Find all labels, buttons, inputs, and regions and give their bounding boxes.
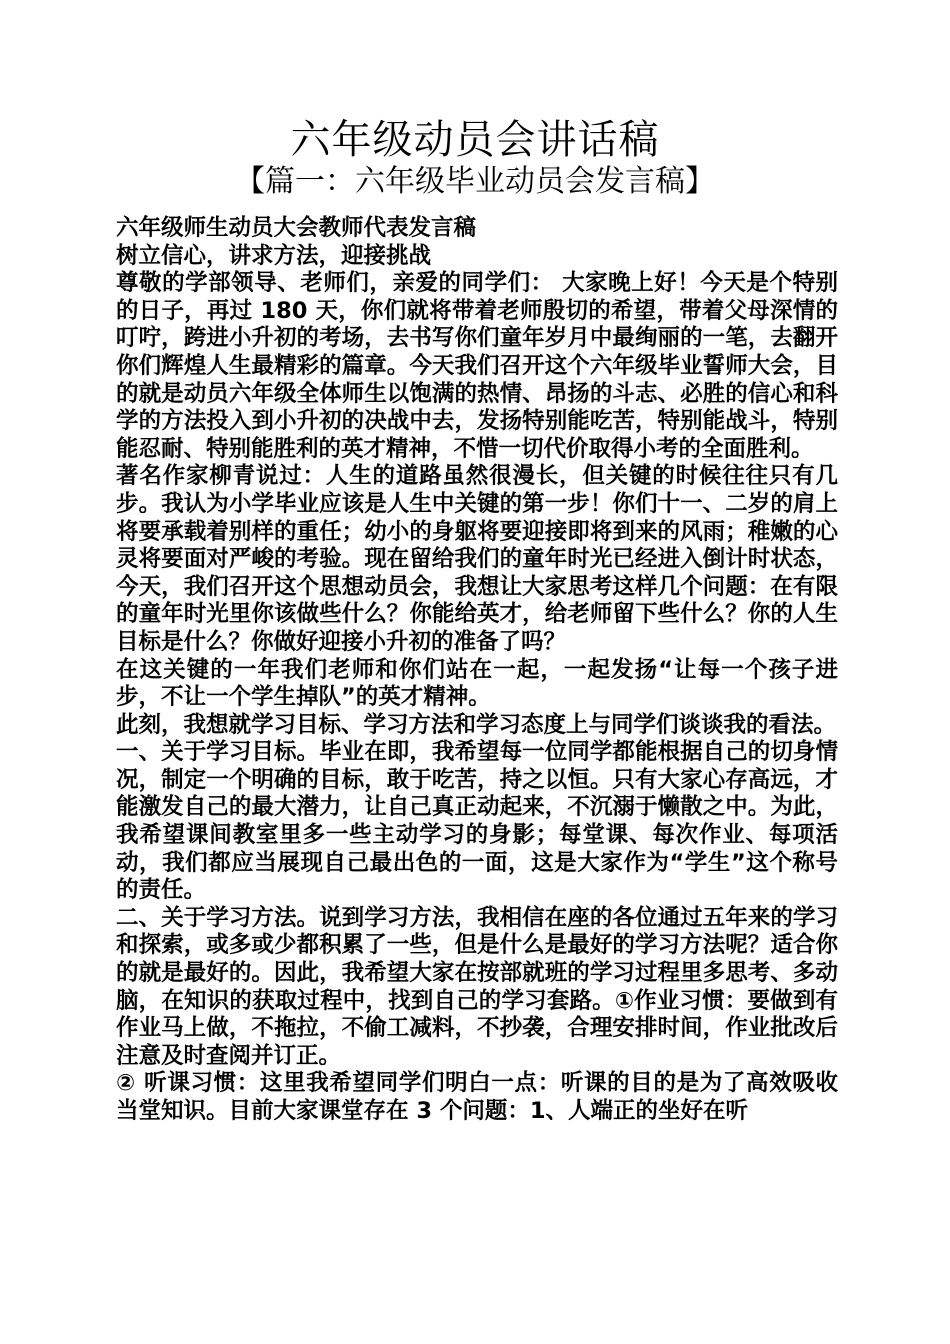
- paragraph: ② 听课习惯：这里我希望同学们明白一点：听课的目的是为了高效吸收当堂知识。目前大家课堂存在 3 个问题：1、人端正的坐好在听: [116, 1070, 838, 1124]
- paragraph: 二、关于学习方法。说到学习方法，我相信在座的各位通过五年来的学习和探索，或多或少都积累了一些，但是什么是最好的学习方法呢？适合你的就是最好的。因此，我希望大家在按部就班的学习过程里多思考、多动脑，在知识的获取过程中，找到自己的学习套路。①作业习惯：要做到有作业马上做，不拖拉，不偷工减料，不抄袭，合理安排时间，作业批改后注意及时查阅并订正。: [116, 904, 838, 1069]
- paragraph: 在这关键的一年我们老师和你们站在一起，一起发扬“让每一个孩子进步，不让一个学生掉队”的英才精神。: [116, 656, 838, 711]
- document-subtitle: 【篇一：六年级毕业动员会发言稿】: [235, 164, 715, 199]
- paragraph: 一、关于学习目标。毕业在即，我希望每一位同学都能根据自己的切身情况，制定一个明确的目标，敢于吃苦，持之以恒。只有大家心存高远，才能激发自己的最大潜力，让自己真正动起来，不沉溺于懒散之中。为此，我希望课间教室里多一些主动学习的身影；每堂课、每次作业、每项活动，我们都应当展现自己最出色的一面，这是大家作为“学生”这个称号的责任。: [116, 739, 838, 904]
- document-body: [116, 215, 838, 1126]
- paragraph: 著名作家柳青说过：人生的道路虽然很漫长，但关键的时候往往只有几步。我认为小学毕业应该是人生中关键的第一步！你们十一、二岁的肩上将要承载着别样的重任；幼小的身躯将要迎接即将到来的风雨；稚嫩的心灵将要面对严峻的考验。现在留给我们的童年时光已经进入倒计时状态，今天，我们召开这个思想动员会，我想让大家思考这样几个问题：在有限的童年时光里你该做些什么？你能给英才，给老师留下些什么？你的人生目标是什么？你做好迎接小升初的准备了吗？: [116, 463, 838, 655]
- paragraph: 此刻，我想就学习目标、学习方法和学习态度上与同学们谈谈我的看法。: [116, 711, 837, 738]
- paragraph: 尊敬的学部领导、老师们，亲爱的同学们： 大家晚上好！今天是个特别的日子，再过 180 天，你们就将带着老师殷切的希望，带着父母深情的叮咛，跨进小升初的考场，去书写你们童年岁月中最绚丽的一笔，去翻开你们辉煌人生最精彩的篇章。今天我们召开这个六年级毕业誓师大会，目的就是动员六年级全体师生以饱满的热情、昂扬的斗志、必胜的信心和科学的方法投入到小升初的决战中去，发扬特别能吃苦，特别能战斗，特别能忍耐、特别能胜利的英才精神，不惜一切代价取得小考的全面胜利。: [116, 270, 838, 462]
- paragraph-heading: 六年级师生动员大会教师代表发言稿: [116, 215, 477, 241]
- document-title: 六年级动员会讲话稿: [290, 117, 660, 163]
- paragraph-subheading: 树立信心，讲求方法，迎接挑战: [116, 242, 432, 269]
